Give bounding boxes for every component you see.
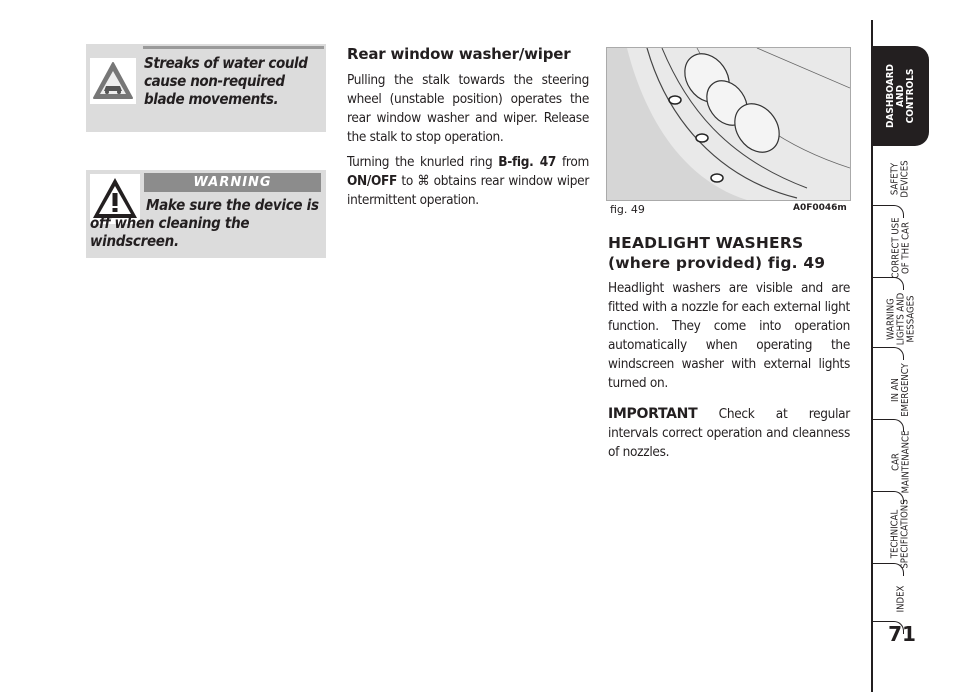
rear-wiper-section (347, 45, 589, 216)
tab-technical-specifications[interactable] (873, 498, 929, 570)
figure-reference: B-fig. 47 (498, 154, 557, 170)
paragraph (347, 153, 589, 210)
warning-box (86, 170, 326, 258)
paragraph: Pulling the stalk towards the steering wheel (unstable position) operates the rear window washer and wiper. Release the stalk to stop operation. (347, 72, 589, 145)
warning-text: Make sure the device is off when cleaning the windscreen. (90, 196, 319, 250)
page-number: 71 (888, 622, 916, 646)
important-label: IMPORTANT (608, 406, 698, 422)
tab-label: SAFETY DEVICES (890, 160, 911, 198)
text-run: to (397, 173, 418, 189)
on-off-label: ON/OFF (347, 173, 398, 189)
tab-correct-use[interactable] (873, 212, 929, 284)
note-box (86, 44, 326, 132)
tab-dashboard-and-controls[interactable] (873, 46, 929, 146)
tab-index[interactable] (873, 570, 929, 628)
figure-code: A0F0046m (793, 203, 847, 213)
tab-warning-lights[interactable] (873, 284, 929, 354)
text-run: Turning the knurled ring (347, 154, 499, 170)
tab-in-an-emergency[interactable] (873, 354, 929, 426)
important-text: Check at regular intervals correct operation and cleanness of nozzles. (608, 406, 850, 460)
tab-label: WARNING LIGHTS AND MESSAGES (884, 292, 916, 346)
section-title: HEADLIGHT WASHERS (where provided) fig. 49 (608, 234, 826, 272)
tab-car-maintenance[interactable] (873, 426, 929, 498)
figure-headlight-washers (606, 47, 851, 201)
paragraph: Headlight washers are visible and are fitted with a nozzle for each external light function. They come into operation automatically when operating the windscreen washer with external lights turned on. (608, 280, 850, 391)
note-text: Streaks of water could cause non-required blade movements. (144, 54, 308, 108)
figure-caption: fig. 49 (610, 203, 645, 216)
warning-label: WARNING (144, 173, 321, 192)
tab-label: INDEX (895, 585, 906, 613)
text-run: from (556, 154, 589, 170)
tab-label: TECHNICAL SPECIFICATIONS (890, 499, 912, 569)
section-title: Rear window washer/wiper (347, 45, 571, 63)
note-rule (143, 46, 324, 49)
headlight-illustration (607, 48, 850, 200)
tab-label: IN AN EMERGENCY (890, 363, 911, 417)
tab-label: CORRECT USE OF THE CAR (890, 217, 911, 279)
tab-label: CAR MAINTENANCE (890, 430, 911, 494)
tab-safety-devices[interactable] (873, 146, 929, 212)
tab-label: DASHBOARD AND CONTROLS (885, 63, 917, 129)
paragraph (608, 405, 850, 462)
car-warning-icon (90, 58, 136, 104)
text-run: obtains rear window wiper intermittent operation. (347, 173, 590, 208)
headlight-washers-section (608, 233, 850, 468)
wiper-intermittent-icon: ⌘ (417, 173, 430, 189)
